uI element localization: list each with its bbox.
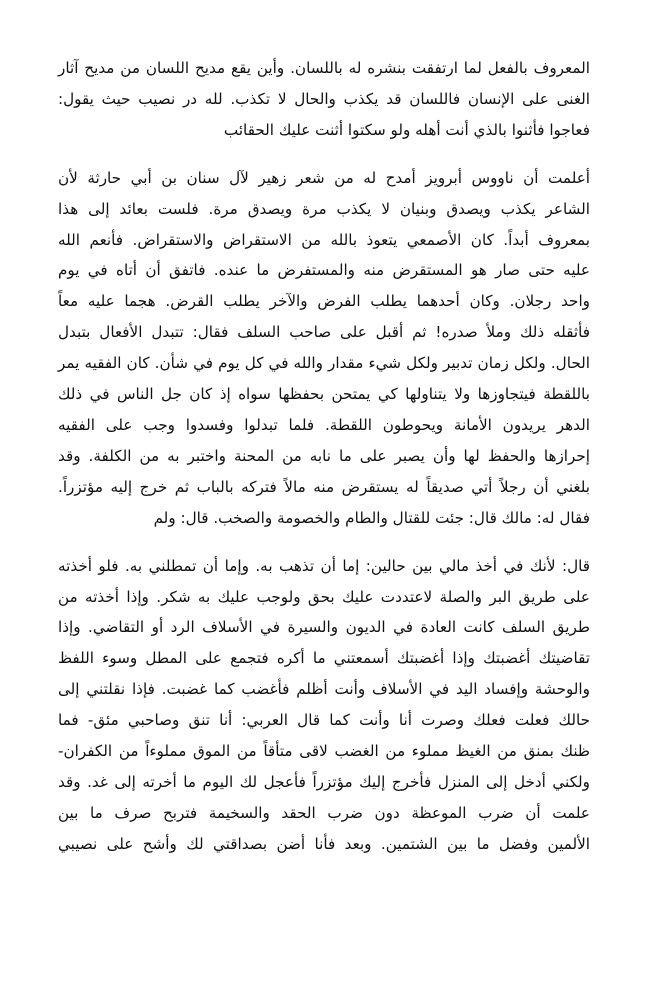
text-line: الدهر يريدون الأمانة ويحوطون اللقطة. فلما تبدلوا وفسدوا وجب على الفقيه [58, 415, 590, 434]
text-line: بمعروف أبداً. كان الأصمعي يتعوذ بالله من الاستقراض والاستقراض. فأنعم الله [58, 230, 590, 249]
paragraph-gap [58, 534, 590, 551]
paragraph-3 [58, 551, 590, 860]
paragraph-1 [58, 53, 590, 146]
text-line: والوحشة وإفساد اليد في الأسلاف وأنت أظلم فأغضب كما غضبت. فإذا نقلتني إلى [58, 680, 590, 699]
text-line: حالك فعلت فعلك وصرت أنا وأنت كما قال العربي: أنا تنق وصاحبي مئق- فما [58, 711, 590, 730]
text-line: المعروف بالفعل لما ارتفقت بنشره له باللسان. وأين يقع مديح اللسان من مديح آثار [58, 59, 590, 77]
text-line: على طريق البر والصلة لاعتددت عليك بحق ولوجب عليك به شكر. وإذا أخذته من [58, 587, 590, 606]
text-line: الحال. ولكل زمان تدبير ولكل شيء مقدار والله في كل يوم في شأن. كان الفقيه يمر [58, 354, 590, 373]
text-line: علمت أن ضرب الموعظة دون ضرب الحقد والسخيمة فتربح صرف ما بين [58, 803, 590, 822]
text-line: ظنك بمنق من الغيظ مملوء من الغضب لاقى متأقاً من الموق مملوءاً من الكفران- [58, 742, 590, 761]
text-line: عليه حتى صار هو المستقرض منه والمستفرض ما عنده. فاتفق أن أتاه في يوم [58, 261, 590, 280]
text-line: فقال له: مالك قال: جئت للقتال والطام والخصومة والصخب. قال: ولم [153, 508, 590, 527]
text-line: واحد رجلان. وكان أحدهما يطلب الفرض والآخر يطلب القرض. هجما عليه معاً [58, 292, 590, 311]
text-line: ولكني أدخل إلى المنزل فأخرج إليك مؤتزراً فأعجل لك اليوم ما أخرته إلى غد. وقد [58, 772, 590, 791]
text-line: أعلمت أن ناووس أبرويز أمدح له من شعر زهير لآل سنان بن أبي حارثة لأن [58, 168, 590, 187]
text-line: إحرازها والحفظ لها وأن يصبر على ما نابه من المحنة واختبر به من الكلفة. وقد [58, 446, 590, 465]
text-line: باللقطة فيتجاوزها ولا يتناولها كي يمتحن بحفظها سواه إذ كان جل الناس في ذلك [58, 385, 590, 404]
text-line: قال: لأنك في أخذ مالي بين حالين: إما أن تذهب به. وإما أن تمطلني به. فلو أخذته [58, 556, 590, 575]
document-page [58, 53, 590, 860]
text-line: الغنى على الإنسان فاللسان قد يكذب والحال لا تكذب. لله در نصيب حيث يقول: [58, 89, 590, 108]
text-line: تقاضيتك أغضبتك وإذا أغضبتك أسمعتني ما أكره فتجمع على المطل وسوء اللفظ [58, 649, 590, 668]
verse-line: فعاجوا فأثنوا بالذي أنت أهله ولو سكتوا أثنت عليك الحقائب [223, 120, 590, 139]
paragraph-2 [58, 163, 590, 534]
text-line: الشاعر يكذب ويصدق وبنيان لا يكذب مرة ويصدق مرة. فلست بعائد إلى هذا [58, 199, 590, 218]
text-line: طريق السلف كانت العادة في الديون والسيرة في الأسلاف الرد أو التقاضي. وإذا [58, 618, 590, 637]
paragraph-gap [58, 146, 590, 163]
text-line: فأثقله ذلك وملأ صدره! ثم أقبل على صاحب السلف فقال: تتبدل الأفعال بتبدل [58, 323, 590, 342]
text-line: الألمين وفضل ما بين الشتمين. وبعد فأنا أضن بصداقتي لك وأشح على نصيبي [58, 834, 590, 853]
text-line: بلغني أن رجلاً أتي صديقاً له يستقرض منه مالاً فتركه بالباب ثم خرج إليه مؤتزراً. [58, 477, 590, 496]
